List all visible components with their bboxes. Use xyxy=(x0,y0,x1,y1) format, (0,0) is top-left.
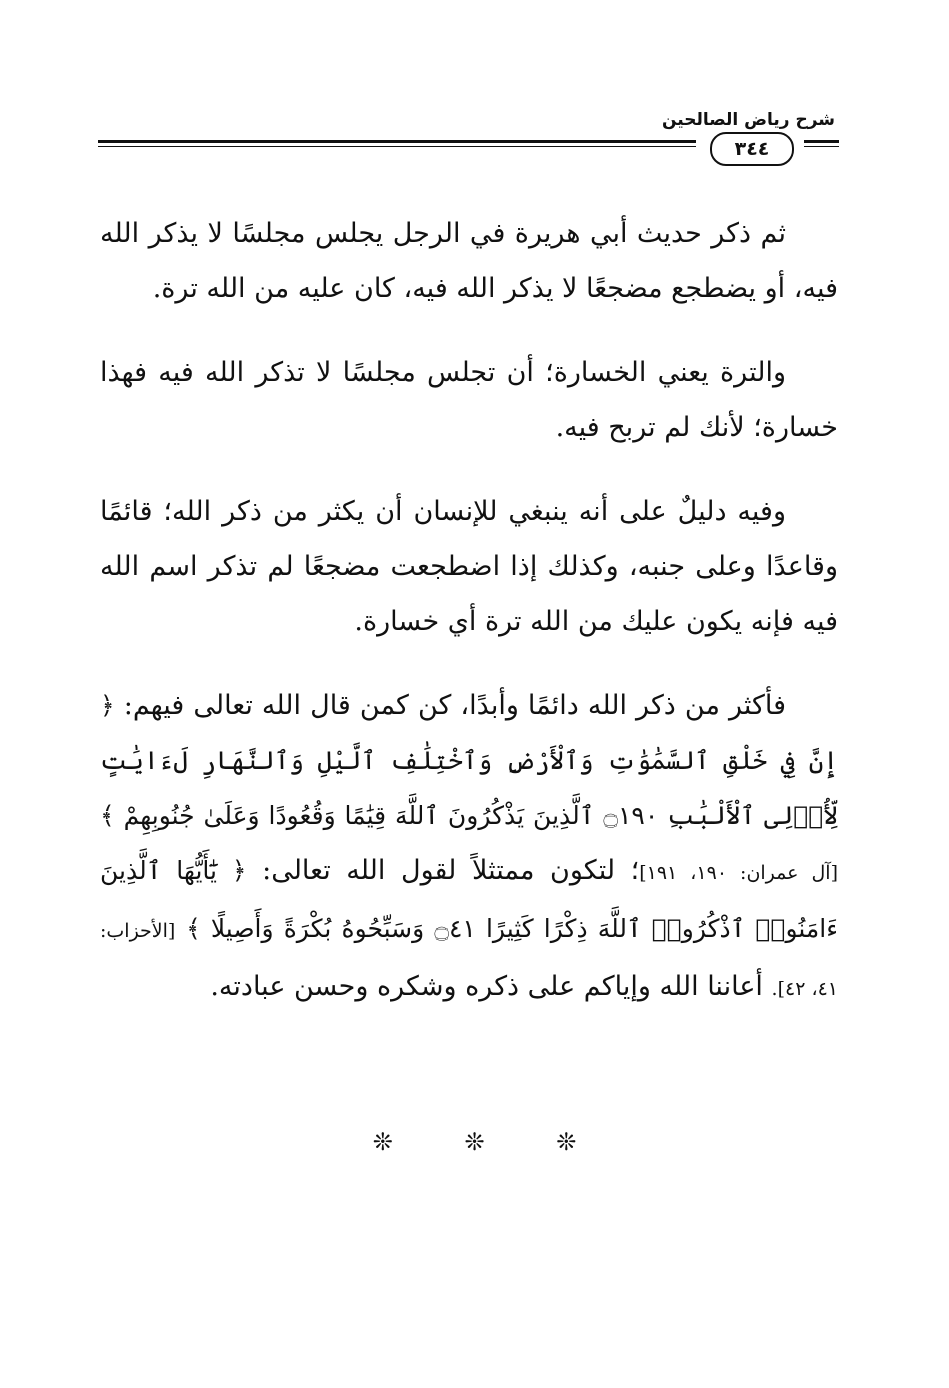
asterism-star-icon: ❊ xyxy=(372,1128,393,1156)
paragraph-conclusion xyxy=(100,678,838,1017)
paragraph-text: والترة يعني الخسارة؛ أن تجلس مجلسًا لا تذكر الله فيه فهذا خسارة؛ لأنك لم تربح فيه. xyxy=(100,357,838,443)
paragraph-text: وفيه دليلٌ على أنه ينبغي للإنسان أن يكثر من ذكر الله؛ قائمًا وقاعدًا وعلى جنبه، وكذلك إذا اضطجعت مضجعًا لم تذكر اسم الله فيه فإنه يكون عليك من الله ترة أي خسارة. xyxy=(100,496,838,637)
running-head-title: شرح رياض الصالحين xyxy=(661,110,835,130)
page-number: ٣٤٤ xyxy=(710,132,794,166)
verse-citation-al-imran: [آل عمران: ١٩٠، ١٩١] xyxy=(639,862,838,884)
quran-verse-al-imran: ﴿ إِنَّ فِي خَلْقِ ٱلسَّمَٰوَٰتِ وَٱلْأَرْضِ وَٱخْتِلَٰفِ ٱلَّيْلِ وَٱلنَّهَارِ لَءَايَٰتٍ لِّأُو۟لِى ٱلْأَلْبَٰبِ ۝١٩٠ ٱلَّذِينَ يَذْكُرُونَ ٱللَّهَ قِيَٰمًا وَقُعُودًا وَعَلَىٰ جُنُوبِهِمْ ﴾ xyxy=(100,691,838,830)
header-rule-right-thin xyxy=(98,146,696,147)
header-rule-left-thick xyxy=(804,140,839,143)
paragraph-hadith xyxy=(100,206,838,316)
section-separator xyxy=(0,1128,949,1156)
paragraph-text: ثم ذكر حديث أبي هريرة في الرجل يجلس مجلسًا لا يذكر الله فيه، أو يضطجع مضجعًا لا يذكر الله فيه، كان عليه من الله ترة. xyxy=(100,218,838,304)
verse-citation-al-ahzab: [الأحزاب: ٤١، ٤٢]. xyxy=(100,920,838,1000)
paragraph-middle: ؛ لتكون ممتثلاً لقول الله تعالى: xyxy=(262,855,640,886)
header-rule-left-thin xyxy=(804,146,839,147)
paragraph-intro: فأكثر من ذكر الله دائمًا وأبدًا، كن كمن قال الله تعالى فيهم: xyxy=(123,690,786,721)
asterism-star-icon: ❊ xyxy=(556,1128,577,1156)
quran-verse-al-ahzab: ﴿ يَٰٓأَيُّهَا ٱلَّذِينَ ءَامَنُوا۟ ٱذْكُرُوا۟ ٱللَّهَ ذِكْرًا كَثِيرًا ۝٤١ وَسَبِّحُوهُ بُكْرَةً وَأَصِيلًا ﴾ xyxy=(100,856,838,943)
paragraph-evidence xyxy=(100,484,838,649)
page-header xyxy=(98,110,839,170)
paragraph-tirah-meaning xyxy=(100,345,838,455)
paragraph-closing: أعاننا الله وإياكم على ذكره وشكره وحسن عبادته. xyxy=(210,971,763,1002)
header-rule-right-thick xyxy=(98,140,696,143)
page-body xyxy=(100,200,838,1046)
asterism-star-icon: ❊ xyxy=(464,1128,485,1156)
